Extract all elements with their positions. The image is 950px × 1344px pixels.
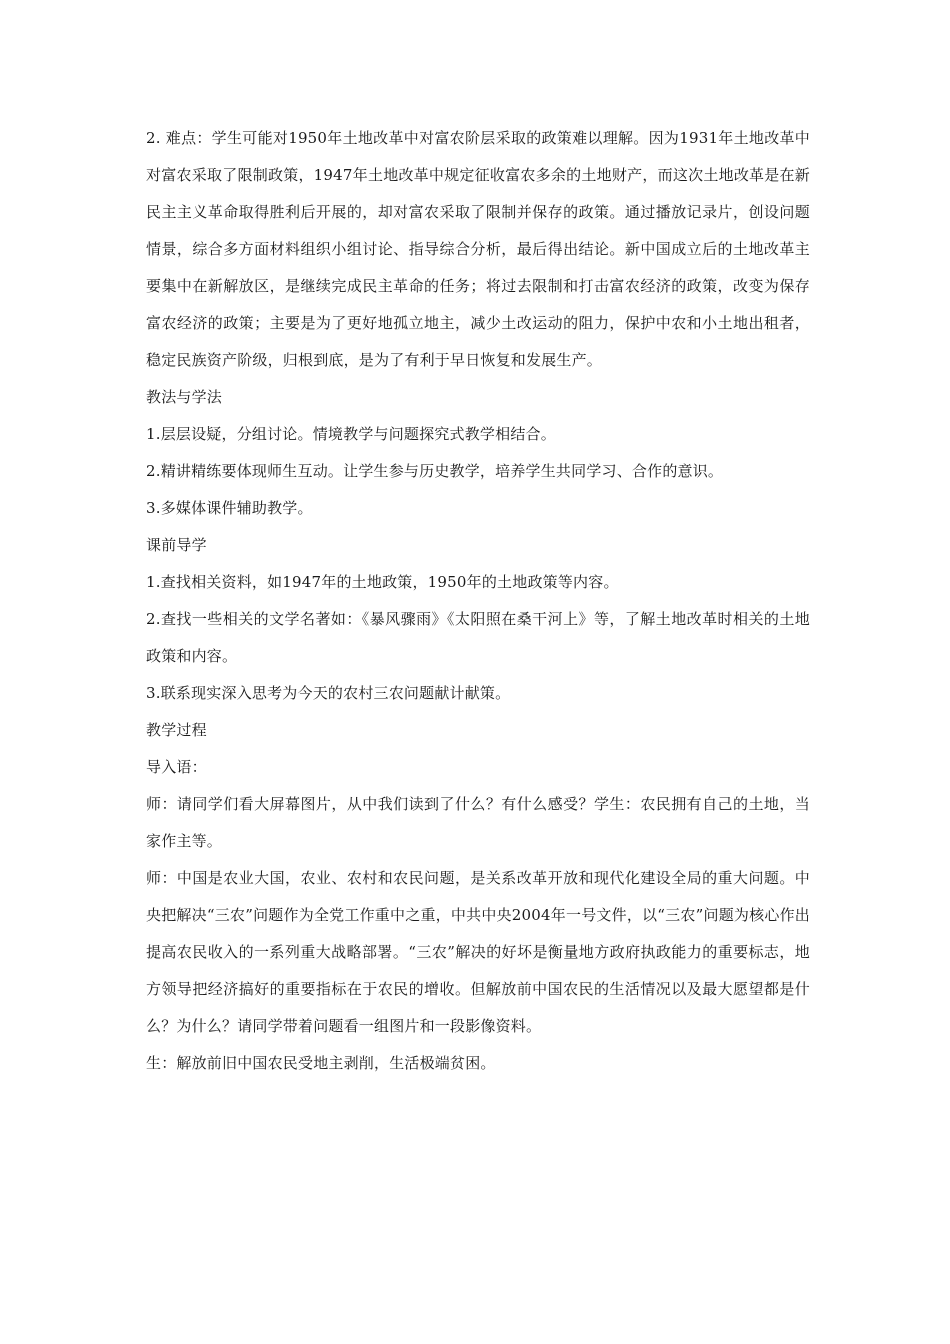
document-body	[146, 120, 810, 1082]
methods-item-1: 1.层层设疑，分组讨论。情境教学与问题探究式教学相结合。	[146, 425, 556, 443]
preview-item-3: 3.联系现实深入思考为今天的农村三农问题献计献策。	[146, 684, 511, 702]
preview-item-1: 1.查找相关资料，如1947年的土地政策，1950年的土地政策等内容。	[146, 573, 619, 591]
preview-heading: 课前导学	[146, 536, 207, 554]
preview-item-2: 2.查找一些相关的文学名著如：《暴风骤雨》《太阳照在桑干河上》等，了解土地改革时相关的土地政策和内容。	[146, 610, 810, 665]
difficulty-paragraph: 2. 难点：学生可能对1950年土地改革中对富农阶层采取的政策难以理解。因为1931年土地改革中对富农采取了限制政策，1947年土地改革中规定征收富农多余的土地财产，而这次土地改革是在新民主主义革命取得胜利后开展的，却对富农采取了限制并保存的政策。通过播放记录片，创设问题情景，综合多方面材料组织小组讨论、指导综合分析，最后得出结论。新中国成立后的土地改革主要集中在新解放区，是继续完成民主革命的任务；将过去限制和打击富农经济的政策，改变为保存富农经济的政策；主要是为了更好地孤立地主，减少土改运动的阻力，保护中农和小土地出租者，稳定民族资产阶级，归根到底，是为了有利于早日恢复和发展生产。	[146, 129, 810, 369]
methods-item-3: 3.多媒体课件辅助教学。	[146, 499, 313, 517]
intro-label: 导入语：	[146, 758, 207, 776]
teacher-question-2: 师：中国是农业大国，农业、农村和农民问题，是关系改革开放和现代化建设全局的重大问题。中央把解决“三农”问题作为全党工作重中之重，中共中央2004年一号文件，以“三农”问题为核心作出提高农民收入的一系列重大战略部署。“三农”解决的好坏是衡量地方政府执政能力的重要标志，地方领导把经济搞好的重要指标在于农民的增收。但解放前中国农民的生活情况以及最大愿望都是什么？为什么？请同学带着问题看一组图片和一段影像资料。	[146, 869, 810, 1035]
student-answer-1: 生：解放前旧中国农民受地主剥削，生活极端贫困。	[146, 1054, 496, 1072]
methods-heading: 教法与学法	[146, 388, 223, 406]
teacher-question-1: 师：请同学们看大屏幕图片，从中我们读到了什么？有什么感受？学生：农民拥有自己的土地，当家作主等。	[146, 795, 810, 850]
methods-item-2: 2.精讲精练要体现师生互动。让学生参与历史教学，培养学生共同学习、合作的意识。	[146, 462, 724, 480]
process-heading: 教学过程	[146, 721, 207, 739]
